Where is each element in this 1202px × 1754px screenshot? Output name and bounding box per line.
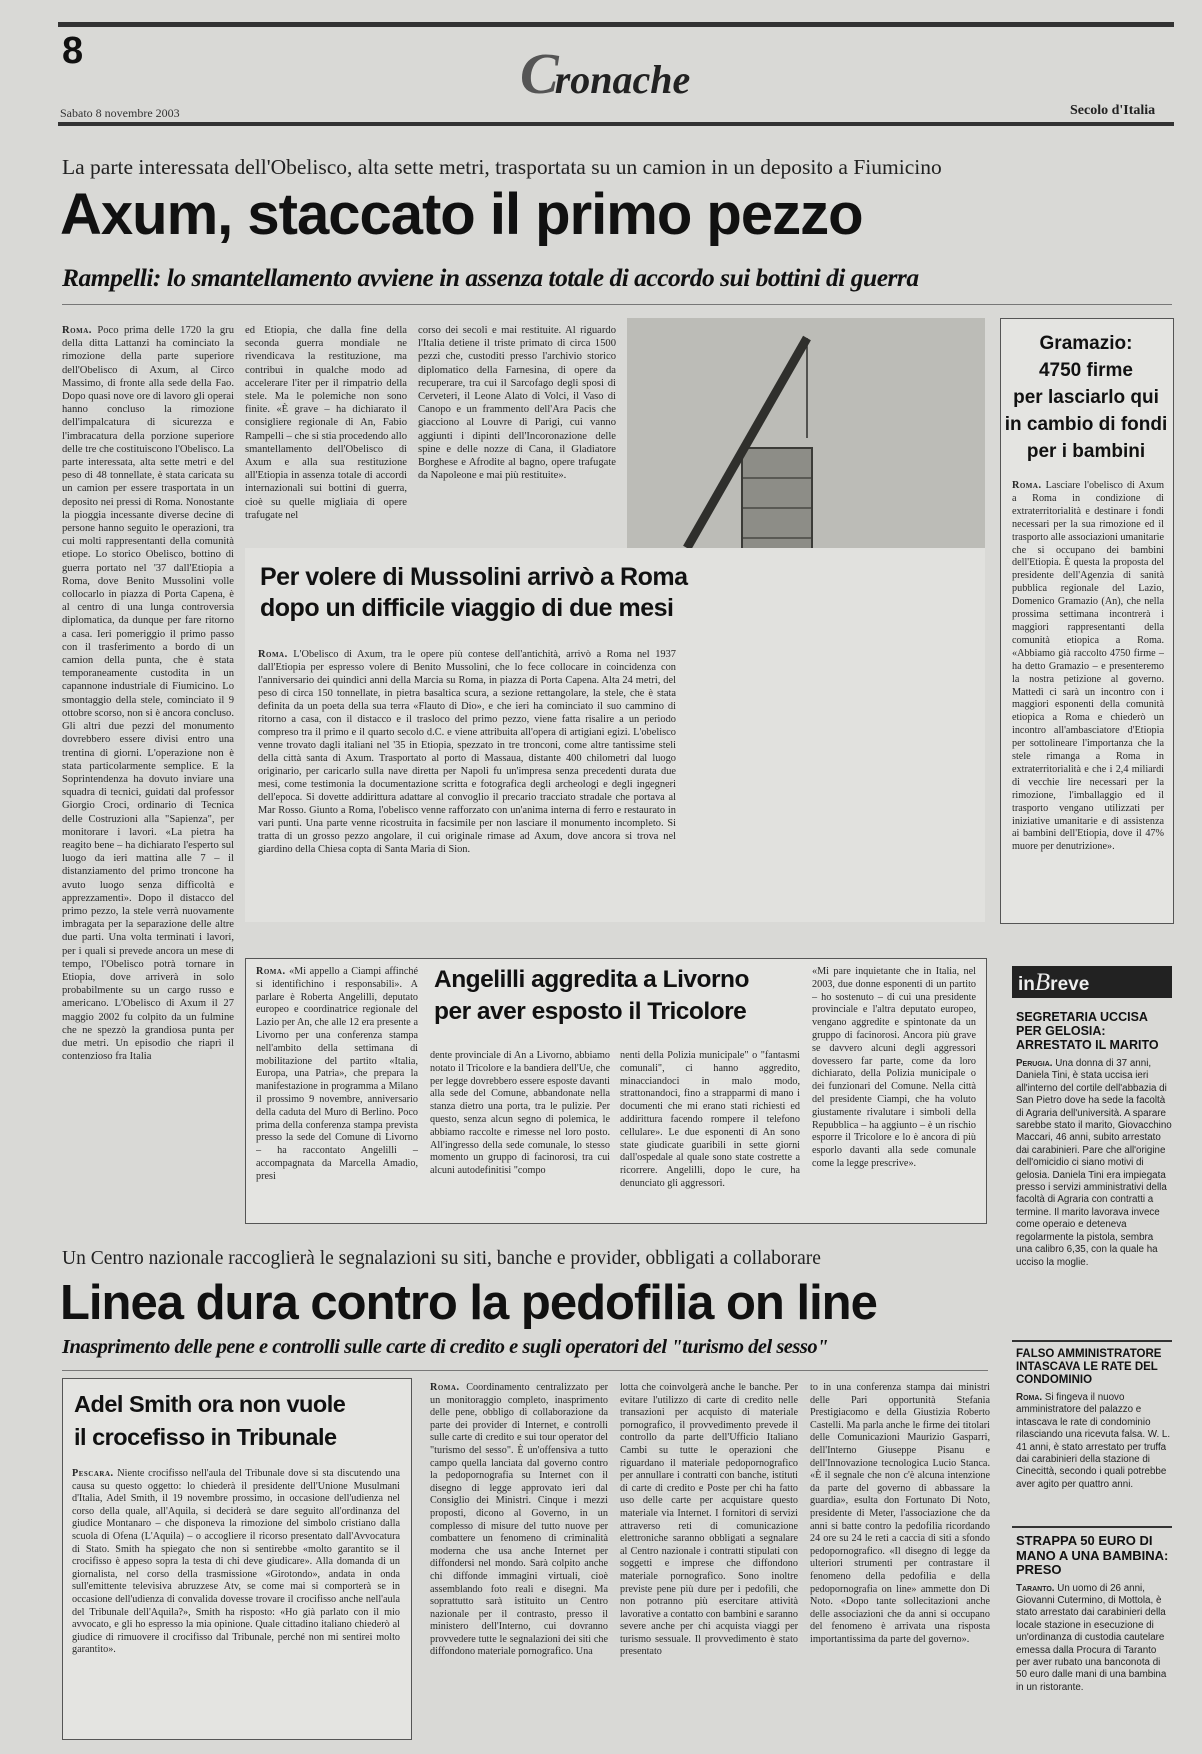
inbreve-header bbox=[1012, 966, 1172, 998]
mussolini-headline-line-1: Per volere di Mussolini arrivò a Roma bbox=[260, 563, 688, 591]
axum-column-3: corso dei secoli e mai restituite. Al riguardo l'Italia detiene il triste primato di circa 1500 pezzi che, custoditi presso l'archivio storico diplomatico della Farnesina, di opere da recuperare, tra cui il Sarcofago degli sposi di Cerveteri, il Leone Alato di Volci, il Vaso di Canopo e un frammento dell'Ara Pacis che giacciono al Louvre di Parigi, cui vanno aggiunti i dipinti dell'Incoronazione delle spine e delle nozze di Cana, il Gladiatore Borghese e Afrodite al bagno, opere trafugate da Napoleone e mai più restituite». bbox=[418, 325, 616, 482]
gramazio-city: Roma. bbox=[1012, 480, 1042, 491]
angelilli-city: Roma. bbox=[256, 966, 286, 977]
pedofilia-column-1 bbox=[430, 1382, 608, 1736]
inbreve-label-b: B bbox=[1034, 969, 1051, 996]
inbreve-item-1-title: SEGRETARIA UCCISA PER GELOSIA: ARRESTATO IL MARITO bbox=[1016, 1010, 1159, 1052]
axum-kicker: La parte interessata dell'Obelisco, alta sette metri, trasportata su un camion in un deposito a Fiumicino bbox=[62, 155, 942, 179]
gramazio-headline-line-2: 4750 firme bbox=[1038, 360, 1133, 381]
inbreve-divider-2 bbox=[1012, 1526, 1172, 1528]
inbreve-label-in: in bbox=[1018, 974, 1035, 995]
mussolini-headline bbox=[260, 562, 690, 624]
smith-headline bbox=[74, 1388, 404, 1454]
mussolini-text bbox=[258, 648, 676, 912]
section-initial: C bbox=[520, 41, 555, 106]
mussolini-headline-line-2: dopo un difficile viaggio di due mesi bbox=[260, 594, 674, 622]
pedofilia-deck-rule bbox=[62, 1370, 988, 1371]
mussolini-city: Roma. bbox=[258, 649, 288, 660]
masthead-bottom-rule bbox=[58, 122, 1174, 126]
pedofilia-headline: Linea dura contro la pedofilia on line bbox=[60, 1276, 877, 1330]
pedofilia-column-3: to in una conferenza stampa dai ministri delle Pari opportunità Stefania Prestigiacomo e della Giustizia Roberto Castelli. Ma parla anche le firme dei titolari delle Comunicazioni Maurizio Gasparri, dell'Interno Giuseppe Pisanu e dell'Innovazione tecnologica Lucio Stanca. «È il segnale che non c'è alcuna intenzione da parte del governo di abbassare la guardia», esulta don Fortunato Di Noto, presidente di Meter, l'associazione che da anni si batte contro la pedofilia ricordando 24 ore su 24 le reti a caccia di siti a sfondo pedopornografico. «Il disegno di legge da ulteriori strumenti per contrastare il fenomeno della pedofilia e della pedopornografia on line» ammette don Di Noto. «Dopo tante sollecitazioni anche delle associazioni che da anni si occupano del fenomeno è arrivata una risposta importantissima da parte del governo». bbox=[810, 1382, 990, 1645]
angelilli-column-1 bbox=[256, 966, 418, 1216]
inbreve-item-1-body: Una donna di 37 anni, Daniela Tini, è stata uccisa ieri all'interno del cortile dell'abbazia di San Pietro dove ha sede la facoltà di Agraria dell'università. A sparare sarebbe stato il marito, Giovacchino Maccari, 46 anni, subito arrestato dai carabinieri. Pare che all'origine dell'omicidio ci siano motivi di gelosia. Daniela Tini era impiegata presso i servizi amministrativi della facoltà di Agraria con contratti a termine. Il marito lavorava invece come operaio e deteneva regolarmente la pistola, sembra una calibro 6,35, con la quale ha ucciso la moglie. bbox=[1016, 1058, 1172, 1268]
inbreve-item-2-body: Si fingeva il nuovo amministratore del palazzo e intascava le rate di condominio rilasciando una ricevuta falsa. W. L. 41 anni, è stato arrestato per truffa dai carabinieri della stazione di Cinecittà, secondo i quali potrebbe aver agito per quattro anni. bbox=[1016, 1392, 1171, 1490]
masthead-top-rule bbox=[58, 22, 1174, 27]
inbreve-item-1-text bbox=[1016, 1058, 1172, 1306]
axum-deck: Rampelli: lo smantellamento avviene in assenza totale di accordo sui bottini di guerra bbox=[62, 263, 919, 292]
inbreve-item-1 bbox=[1016, 1010, 1172, 1306]
inbreve-item-2-title: FALSO AMMINISTRATORE INTASCAVA LE RATE DEL CONDOMINIO bbox=[1016, 1348, 1162, 1386]
axum-column-1-text: Poco prima delle 1720 la gru della ditta Lattanzi ha cominciato la rimozione della parte superiore dell'Obelisco di Axum, al Circo Massimo, di fronte alla sede della Fao. Dopo quasi nove ore di lavoro gli operai hanno concluso la rimozione dell'impalcatura di sicurezza e l'imbracatura della porzione superiore delle tre che costituiscono l'Obelisco. La parte interessata, alta sette metri e del peso di 48 tonnellate, è stata caricata su un camion per essere trasportata in un deposito nei pressi di Roma. Nonostante la pioggia incessante diverse decine di persone hanno seguito le operazioni, tra cui molti rappresentanti della comunità etiope. Lo storico Obelisco, bottino di guerra portato nel '37 dall'Etiopia a Roma, dove Benito Mussolini volle collocarlo in piazza di Porta Capena, è al centro di una lunga controversia diplomatica, da dunque per fare ritorno a casa. Ieri pomeriggio il primo passo con il trasferimento a bordo di un camion della punta, che è stata temporaneamente custodita in un capannone industriale di Fiumicino. Lo smontaggio della stele, cominciato il 9 ottobre scorso, non si è ancora concluso. Gli altri due pezzi del monumento dovrebbero essere divisi entro una trentina di giorni. L'operazione non è stata particolarmente semplice. E la Soprintendenza ha dovuto inviare una squadra di tecnici, guidati dal professor Giorgio Croci, ordinario di Tecnica delle Costruzioni alla "Sapienza", per monitorare i lavori. «La pietra ha reagito bene – ha dichiarato l'esperto sul luogo da ieri mattina alle 7 – il distanziamento del primo troncone ha avuto luogo senza difficoltà e apprezzamenti». Dopo il distacco del primo pezzo, la stele verrà nuovamente imbragata per la separazione delle altre due parti. Una volta terminati i lavori, per i quali si prevede ancora un mese di tempo, l'Obelisco potrà tornare in Etiopia, dove arriverà in solo probabilmente su un cargo russo e americano. L'Obelisco di Axum il 27 maggio 2002 fu colpito da un fulmine che ne spezzò la grandiosa punta per due metri. Un episodio che riaprì il contenzioso fra Italia bbox=[62, 325, 234, 1063]
angelilli-headline bbox=[434, 964, 804, 1028]
inbreve-label bbox=[1018, 969, 1089, 997]
inbreve-item-3-text bbox=[1016, 1583, 1172, 1733]
axum-headline: Axum, staccato il primo pezzo bbox=[60, 182, 863, 247]
section-rest: ronache bbox=[554, 57, 691, 102]
section-title bbox=[520, 40, 690, 107]
smith-city: Pescara. bbox=[72, 1468, 114, 1479]
page-number: 8 bbox=[62, 30, 84, 72]
gramazio-headline-line-1: Gramazio: bbox=[1039, 333, 1133, 354]
smith-headline-line-1: Adel Smith ora non vuole bbox=[74, 1391, 346, 1417]
pedofilia-city: Roma. bbox=[430, 1382, 460, 1393]
smith-text-body: Niente crocifisso nell'aula del Tribunale dove si sta discutendo una causa su questo oggetto: lo chiederà il presidente dell'Unione Musulmani d'Italia, Adel Smith, il 19 novembre prossimo, in occasione dell'udienza nel corso della quale, all'Aquila, si deciderà se dare seguito all'ordinanza del giudice Montanaro – che disponeva la rimozione del simbolo cristiano dalla scuola di Ofena (L'Aquila) – o accogliere il ricorso presentato dall'Avvocatura di Stato. Smith ha spiegato che non si sentirebbe «molto garantito se il crocifisso è appeso sopra la testa di chi deve giudicare». Alla domanda di un giornalista, nel corso della trasmissione «Girotondo», andata in onda sull'emittente televisiva abruzzese Atv, se come mai si comporterà se in occasione dell'udienza di convalida dovesse trovare il crocifisso anche nell'aula del Tribunale dell'Aquila?», Smith ha risposto: «Ho già parlato con il mio avvocato, e gli ho espresso la mia opinione. Quale cittadino italiano chiederò al giudice di rimuovere il crocifisso dal Tribunale, perché non mi sentirei molto garantito». bbox=[72, 1468, 400, 1656]
axum-city: Roma. bbox=[62, 325, 92, 336]
mussolini-text-body: L'Obelisco di Axum, tra le opere più contese dell'antichità, arrivò a Roma nel 1937 dall'Etiopia per espresso volere di Benito Mussolini, che lo fece collocare in coincidenza con l'anniversario dei quindici anni della Marcia su Roma, in piazza di Porta Capena. Alta 24 metri, del peso di circa 150 tonnellate, in pietra basaltica scura, a sezione rettangolare, la stele, che è stata definita da un poeta della sua terra «Flauto di Dio», e che ieri ha cominciato il suo cammino di ritorno a casa, con il distacco e il trasloco del primo pezzo, viene fatta risalire a un periodo compreso tra il primo e il quarto secolo d.C. e viene attribuita all'opera di artigiani egizi. L'obelisco venne trovato dagli italiani nel '35 in Etiopia, spezzato in tre tronconi, come altre tantissime steli della città santa di Axum. Trasportato al porto di Massaua, distante 400 chilometri dal luogo originario, per caricarlo sulla nave diretta per Napoli fu un'impresa senza precedenti durata due mesi, come testimonia la documentazione scritta e fotografica degli archeologi e degli ingegneri dell'epoca. Si dovette addirittura adattare al convoglio il precario tracciato stradale che portava al Mar Rosso. Giunto a Roma, l'obelisco venne rafforzato con un'anima interna di ferro e restaurato in vari punti. Una parte venne ricostruita in facsimile per non lasciare il monumento incompleto. Si tratta di un grosso pezzo angolare, il cui originale rimase ad Axum, dove ancora si trova nel giardino della Chiesa copta di Santa Maria di Sion. bbox=[258, 649, 676, 855]
pedofilia-column-2: lotta che coinvolgerà anche le banche. Per evitare l'utilizzo di carte di credito nelle transazioni per acquisto di materiale pornografico, il provvedimento prevede il controllo da parte dell'Ufficio Italiano Cambi su tutte le operazioni che riguardano il materiale pedopornografico per annullare i contratti con banche, istituti di carte di credito e Poste per chi ha fatto uso delle carte per acquistare questo materiale via Internet. I fornitori di servizi attraverso reti di comunicazione elettroniche saranno obbligati a segnalare al Centro nazionale i contratti stipulati con soggetti e imprese che diffondono materiale pornografico. Sono inoltre previste pene più dure per i pedofili, che non potranno più esercitare attività lavorative a contatto con bambini e saranno severe anche per chi acquista viaggi per turismo sessuale. Il provvedimento è stato presentato bbox=[620, 1382, 798, 1658]
masthead-paper: Secolo d'Italia bbox=[1070, 103, 1156, 118]
pedofilia-deck: Inasprimento delle pene e controlli sulle carte di credito e sugli operatori del "turismo del sesso" bbox=[62, 1336, 828, 1358]
gramazio-headline-line-3: per lasciarlo qui bbox=[1013, 387, 1159, 408]
inbreve-item-1-city: Perugia. bbox=[1016, 1058, 1053, 1069]
inbreve-item-2 bbox=[1016, 1348, 1172, 1492]
angelilli-column-2: dente provinciale di An a Livorno, abbiamo notato il Tricolore e la bandiera dell'Ue, che per legge dovrebbero essere esposte davanti alla sede del Comune, abbandonate nella stanza dietro una porta, tra le pulizie. Per questo, senza alcun segno di polemica, le abbiamo raccolte e rimesse nel loro posto. All'ingresso della sede comunale, lo stesso momento un gruppo di facinorosi, tra cui alcuni autodefinitisi "compo bbox=[430, 1050, 610, 1177]
gramazio-text-body: Lasciare l'obelisco di Axum a Roma in condizione di extraterritorialità e destinare i fondi necessari per la sua rimozione ed il trasporto alle associazioni umanitarie che si occupano dei bambini dell'Etiopia. È questa la proposta del presidente dell'Agenzia di sanità pubblica regionale del Lazio, Domenico Gramazio (An), che nella prossima settimana incontrerà i maggiori rappresentanti della comunità etiopica a Roma. «Abbiamo già raccolto 4750 firme – ha detto Gramazio – e presenteremo la nostra petizione al governo. Mattedì ci sarà un incontro con i maggiori esponenti della comunità etiopica a Roma e chiederò un incontro all'ambasciatore d'Etiopia per sottolineare l'importanza che la stele rimanga a Roma in extraterritorialità e che i 2,4 miliardi di vecchie lire necessari per la rimozione, l'imballaggio ed il trasporto vengano utilizzati per iniziative umanitarie e di assistenza ai bambini dell'Etiopia, dove il 47% muore per denutrizione». bbox=[1012, 480, 1164, 853]
pedofilia-kicker: Un Centro nazionale raccoglierà le segnalazioni su siti, banche e provider, obbligati a collaborare bbox=[62, 1248, 821, 1269]
gramazio-headline bbox=[1004, 330, 1168, 465]
inbreve-item-3 bbox=[1016, 1534, 1172, 1733]
angelilli-headline-line-2: per aver esposto il Tricolore bbox=[434, 998, 747, 1025]
inbreve-item-2-city: Roma. bbox=[1016, 1392, 1043, 1403]
inbreve-label-rest: reve bbox=[1050, 974, 1090, 995]
angelilli-column-3: nenti della Polizia municipale" o "fantasmi comunali", ci hanno aggredito, minacciandoci in malo modo, strattonandoci, fino a strapparmi di mano i documenti che mi erano stati richiesti ed addirittura facendo rompere il telefono cellulare». Le due esponenti di An sono state giudicate guaribili in sette giorni dall'ospedale al quale sono state costrette a ricorrere. Angelilli, dopo le cure, ha denunciato gli aggressori. bbox=[620, 1050, 800, 1189]
angelilli-column-4: «Mi pare inquietante che in Italia, nel 2003, due donne esponenti di un partito – ho sostenuto – di cui una presidente provinciale e l'altra deputato europeo, vengano aggredite e spintonate da un gruppo di facinorosi. Ancora più grave se davvero alcuni degli aggressori dovessero far parte, come da loro dichiarato, della Polizia municipale o dei funzionari del Comune. Nella città del presidente Ciampi, che ha voluto giustamente rivalutare i simboli della Repubblica – ha aggiunto – è un rischio esporre il Tricolore e lo è ancora di più esporlo davanti alla sede comunale come la legge prescrive». bbox=[812, 966, 976, 1169]
gramazio-headline-line-4: in cambio di fondi bbox=[1004, 414, 1168, 435]
angelilli-headline-line-1: Angelilli aggredita a Livorno bbox=[434, 966, 749, 993]
inbreve-divider-1 bbox=[1012, 1340, 1172, 1342]
angelilli-column-1-text: «Mi appello a Ciampi affinché si identifichino i responsabili». A parlare è Roberta Angelilli, deputato europeo e coordinatrice regionale del Lazio per An, che alle 12 era presente a Livorno per una conferenza stampa nell'ambito della settimana di mobilitazione del partito «Italia, Europa, una Patria», che prepara la manifestazione in programma a Milano il prossimo 9 novembre, anniversario della caduta del Muro di Berlino. Poco prima della conferenza stampa prevista presso la sede del Comune di Livorno – ha raccontato Angelilli – accompagnata da Marcella Amadio, presi bbox=[256, 966, 418, 1182]
smith-headline-line-2: il crocefisso in Tribunale bbox=[74, 1424, 337, 1450]
inbreve-item-2-text bbox=[1016, 1392, 1172, 1492]
smith-text bbox=[72, 1468, 400, 1732]
gramazio-headline-line-5: per i bambini bbox=[1026, 441, 1146, 462]
masthead-date: Sabato 8 novembre 2003 bbox=[60, 106, 180, 120]
axum-deck-rule bbox=[62, 304, 1172, 305]
axum-column-2: ed Etiopia, che dalla fine della seconda guerra mondiale ne rivendicava la restituzione, ma contribuì in qualche modo ad accelerare l'iter per il rimpatrio della stele. Ma le polemiche non sono finite. «È grave – ha dichiarato il consigliere regionale di An, Fabio Rampelli – che si stia procedendo allo smantellamento dell'Obelisco di Axum e alla sua restituzione all'Etiopia in assenza totale di accordi internazionali sui bottini di guerra, cioè su quelle migliaia di opere trafugate nel bbox=[245, 325, 407, 521]
inbreve-item-3-title: STRAPPA 50 EURO DI MANO A UNA BAMBINA: PRESO bbox=[1016, 1533, 1169, 1577]
pedofilia-column-1-text: Coordinamento centralizzato per un monitoraggio completo, inasprimento delle pene, obbligo di collaborazione da parte dei provider di Internet, e controlli sulle carte di credito e sui tour operator del "turismo del sesso". È un'offensiva a tutto campo quella lanciata dal governo contro la pedopornografia su Internet con il disegno di legge approvato ieri dal Consiglio dei Ministri. Cinque i mezzi proposti, dicono al Governo, in un complesso di misure del tutto nuove per combattere un fenomeno di criminalità moderna che usa anche Internet per diffondersi nel mondo. Sarà colpito anche chi diffonde immagini virtuali, cioè assemblando foto reali e disegni. Ma soprattutto sarà istituito un Centro nazionale per il contrasto, presso il ministero dell'Interno, cui dovranno provvedere tutte le segnalazioni dei siti che diffondono materiale pornografico. Una bbox=[430, 1382, 608, 1658]
inbreve-item-3-city: Taranto. bbox=[1016, 1582, 1055, 1594]
inbreve-item-3-body: Un uomo di 26 anni, Giovanni Cutermino, di Mottola, è stato arrestato dai carabinieri della locale stazione in esecuzione di un'ordinanza di custodia cautelare emessa dalla Procura di Taranto per aver rubato una banconota di 50 euro dalle mani di una bambina in un ristorante. bbox=[1016, 1582, 1167, 1693]
gramazio-text bbox=[1012, 480, 1164, 914]
